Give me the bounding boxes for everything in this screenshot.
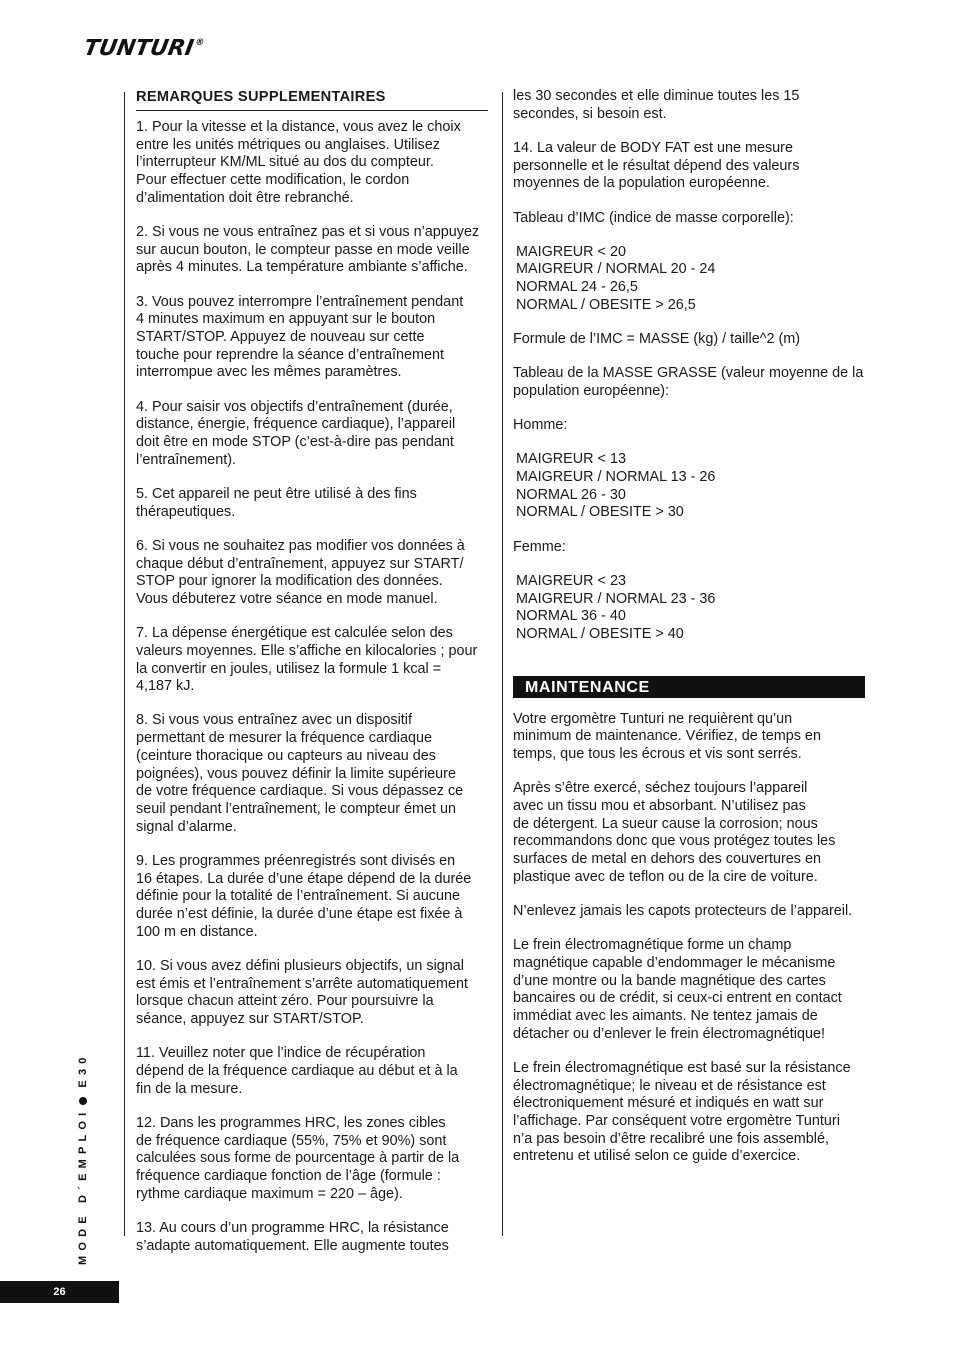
homme-list: MAIGREUR < 13 MAIGREUR / NORMAL 13 - 26 NORMAL 26 - 30 NORMAL / OBESITE > 30: [516, 451, 716, 521]
brand-name: TUNTURI: [81, 36, 196, 61]
remark-13: 13. Au cours d’un programme HRC, la résistance s’adapte automatiquement. Elle augmente toutes: [136, 1219, 449, 1254]
left-column: [136, 88, 488, 1272]
registered-mark: ®: [194, 38, 206, 48]
remark-8: 8. Si vous vous entraînez avec un dispositif permettant de mesurer la fréquence cardiaque (ceinture thoracique ou capteurs au niveau des poignées), vous pouvez définir la limite supérieure de votre fréquence cardiaque. Si vous dépassez ce seuil pendant l’entraînement, le compteur émet un signal d’alarme.: [136, 712, 464, 835]
remark-7: 7. La dépense énergétique est calculée selon des valeurs moyennes. Elle s’affiche en kilocalories ; pour la convertir en joules, utilisez la formule 1 kcal = 4,187 kJ.: [136, 625, 478, 695]
right-column: [513, 88, 865, 1183]
remark-4: 4. Pour saisir vos objectifs d’entraînement (durée, distance, énergie, fréquence cardiaque), l’appareil doit être en mode STOP (c’est-à-dire pas pendant l’entraînement).: [136, 398, 456, 468]
remark-9: 9. Les programmes préenregistrés sont divisés en 16 étapes. La durée d’une étape dépend de la durée définie pour la totalité de l’entraînement. Si aucune durée n’est définie, la durée d’une étape est fixée à 100 m en distance.: [136, 852, 472, 940]
maintenance-paragraph-2: Après s’être exercé, séchez toujours l’appareil avec un tissu mou et absorbant. N’utilisez pas de détergent. La sueur cause la corrosion; nous recommandons donc que vous protégez toutes les surfaces de metal en dehors des couvertures en plastique avec de teflon ou de la cire de voiture.: [513, 780, 836, 885]
remark-12: 12. Dans les programmes HRC, les zones cibles de fréquence cardiaque (55%, 75% et 90%) sont calculées sous forme de pourcentage à partir de la fréquence cardiaque fonction de l’âge (formule : rythme cardiaque maximum = 220 – âge).: [136, 1114, 460, 1202]
maintenance-paragraph-3: N’enlevez jamais les capots protecteurs de l’appareil.: [513, 903, 853, 919]
remark-2: 2. Si vous ne vous entraînez pas et si vous n’appuyez sur aucun bouton, le compteur passe en mode veille après 4 minutes. La température ambiante s’affiche.: [136, 224, 480, 276]
imc-table-title: Tableau d’IMC (indice de masse corporelle):: [513, 209, 794, 226]
remark-6: 6. Si vous ne souhaitez pas modifier vos données à chaque début d’entraînement, appuyez sur START/ STOP pour ignorer la modification des données. Vous débuterez votre séance en mode manuel.: [136, 537, 465, 607]
model-label: E30: [77, 1052, 89, 1088]
page-number: 26: [0, 1281, 119, 1303]
section-title-maintenance: MAINTENANCE: [513, 676, 865, 698]
remark-13-continued: les 30 secondes et elle diminue toutes les 15 secondes, si besoin est.: [513, 88, 800, 122]
side-label: [74, 1045, 92, 1265]
maintenance-paragraph-1: Votre ergomètre Tunturi ne requièrent qu’un minimum de maintenance. Vérifiez, de temps en temps, que tous les écrous et vis sont serrés.: [513, 710, 821, 763]
fat-table-title: Tableau de la MASSE GRASSE (valeur moyenne de la population européenne):: [513, 365, 864, 399]
femme-label: Femme:: [513, 538, 566, 555]
femme-list: MAIGREUR < 23 MAIGREUR / NORMAL 23 - 36 NORMAL 36 - 40 NORMAL / OBESITE > 40: [516, 572, 716, 642]
remark-10: 10. Si vous avez défini plusieurs objectifs, un signal est émis et l’entraînement s’arrête automatiquement lorsque chacun atteint zéro. Pour poursuivre la séance, appuyez sur START/STOP.: [136, 957, 468, 1028]
homme-label: Homme:: [513, 417, 568, 434]
remark-1: 1. Pour la vitesse et la distance, vous avez le choix entre les unités métriques ou anglaises. Utilisez l’interrupteur KM/ML situé au dos du compteur. Pour effectuer cette modification, le cordon d’alimentation doit être rebranché.: [136, 119, 461, 206]
remark-14: 14. La valeur de BODY FAT est une mesure personnelle et le résultat dépend des valeurs moyennes de la population européenne.: [513, 139, 800, 192]
maintenance-paragraph-5: Le frein électromagnétique est basé sur la résistance électromagnétique; le niveau et de résistance est électroniquement mésuré et indiqués en watt sur l’affichage. Par conséquent votre ergomètre Tunturi n’a pas besoin d’être recalibré une fois assemblé, entretenu et utilisé selon ce guide d’exercice.: [513, 1059, 851, 1165]
imc-formula: Formule de l’IMC = MASSE (kg) / taille^2 (m): [513, 331, 801, 348]
imc-table-list: MAIGREUR < 20 MAIGREUR / NORMAL 20 - 24 NORMAL 24 - 26,5 NORMAL / OBESITE > 26,5: [516, 243, 716, 313]
remark-5: 5. Cet appareil ne peut être utilisé à des fins thérapeutiques.: [136, 485, 417, 520]
maintenance-paragraph-4: Le frein électromagnétique forme un champ magnétique capable d’endommager le mécanisme d’une montre ou la bande magnétique des cartes bancaires ou de crédit, si ceux-ci entrent en contact immédiat avec les aimants. Ne tentez jamais de détacher ou d’enlever le frein électromagnétique!: [513, 937, 842, 1042]
brand-logo: [82, 36, 206, 61]
column-divider: [502, 92, 503, 1236]
bullet-dot-icon: [79, 1097, 87, 1105]
section-title-remarques: REMARQUES SUPPLEMENTAIRES: [136, 88, 488, 111]
left-rule: [124, 92, 125, 1236]
remark-11: 11. Veuillez noter que l’indice de récupération dépend de la fréquence cardiaque au début et à la fin de la mesure.: [136, 1045, 458, 1097]
remark-3: 3. Vous pouvez interrompre l’entraînement pendant 4 minutes maximum en appuyant sur le bouton START/STOP. Appuyez de nouveau sur cette touche pour reprendre la séance d’entraînement interrompue avec les mêmes paramètres.: [136, 293, 464, 381]
manual-label: MODE D´EMPLOI: [77, 1107, 89, 1265]
